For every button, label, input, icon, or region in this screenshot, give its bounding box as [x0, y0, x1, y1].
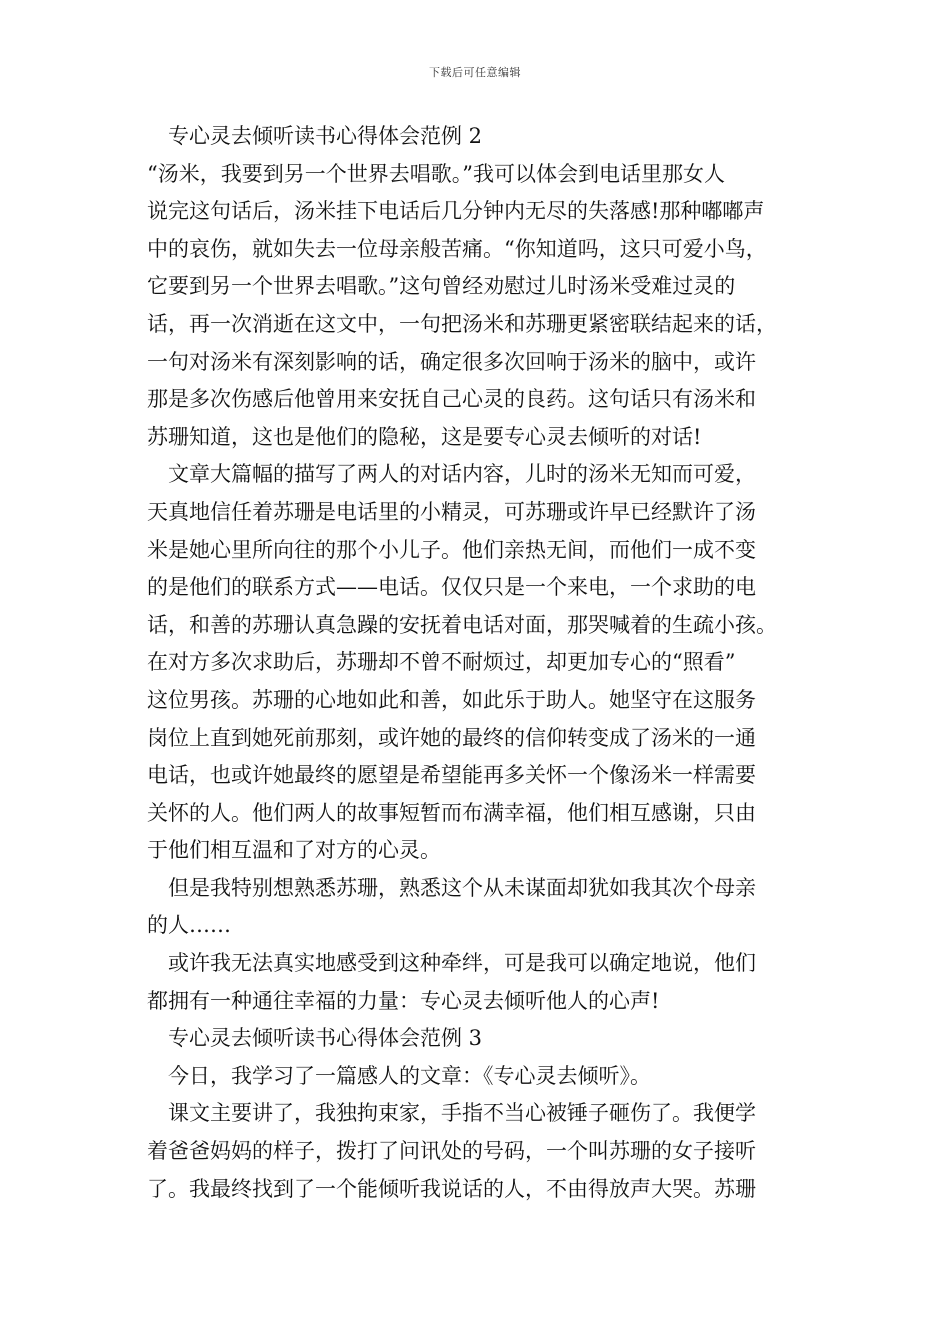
text-line: 米是她心里所向往的那个小儿子。他们亲热无间，而他们一成不变 — [147, 537, 756, 562]
text-line: 今日，我学习了一篇感人的文章：《专心灵去倾听》。 — [168, 1063, 651, 1088]
text-line: 这位男孩。苏珊的心地如此和善，如此乐于助人。她坚守在这服务 — [147, 687, 756, 712]
text-line: 话，和善的苏珊认真急躁的安抚着电话对面，那哭喊着的生疏小孩。 — [147, 612, 777, 637]
text-line: 或许我无法真实地感受到这种牵绊，可是我可以确定地说，他们 — [168, 951, 756, 976]
text-line: 专心灵去倾听读书心得体会范例 2 — [168, 124, 483, 148]
text-line: “汤米，我要到另一个世界去唱歌。”我可以体会到电话里那女人 — [147, 161, 725, 186]
text-line: 但是我特别想熟悉苏珊，熟悉这个从未谋面却犹如我其次个母亲 — [168, 875, 756, 900]
text-line: 文章大篇幅的描写了两人的对话内容，儿时的汤米无知而可爱， — [168, 462, 756, 487]
text-line: 着爸爸妈妈的样子，拨打了问讯处的号码，一个叫苏珊的女子接听 — [147, 1139, 756, 1164]
text-line: 的是他们的联系方式——电话。仅仅只是一个来电，一个求助的电 — [147, 575, 756, 600]
document-body — [147, 118, 807, 1208]
text-line: 的人…… — [147, 913, 231, 938]
page-header: 下载后可任意编辑 — [429, 66, 521, 79]
text-line: 关怀的人。他们两人的故事短暂而布满幸福，他们相互感谢，只由 — [147, 800, 756, 825]
text-line: 于他们相互温和了对方的心灵。 — [147, 838, 441, 863]
text-line: 话，再一次消逝在这文中，一句把汤米和苏珊更紧密联结起来的话， — [147, 311, 777, 336]
text-line: 一句对汤米有深刻影响的话，确定很多次回响于汤米的脑中，或许 — [147, 349, 756, 374]
text-line: 中的哀伤，就如失去一位母亲般苦痛。“你知道吗，这只可爱小鸟， — [147, 236, 767, 261]
text-line: 电话，也或许她最终的愿望是希望能再多关怀一个像汤米一样需要 — [147, 763, 756, 788]
text-line: 了。我最终找到了一个能倾听我说话的人，不由得放声大哭。苏珊 — [147, 1176, 756, 1201]
text-line: 专心灵去倾听读书心得体会范例 3 — [168, 1026, 483, 1051]
text-line: 都拥有一种通往幸福的力量：专心灵去倾听他人的心声! — [147, 988, 660, 1013]
text-line: 那是多次伤感后他曾用来安抚自己心灵的良药。这句话只有汤米和 — [147, 387, 756, 412]
text-line: 课文主要讲了，我独拘束家，手指不当心被锤子砸伤了。我便学 — [168, 1101, 756, 1126]
text-line: 岗位上直到她死前那刻，或许她的最终的信仰转变成了汤米的一通 — [147, 725, 756, 750]
text-line: 说完这句话后，汤米挂下电话后几分钟内无尽的失落感!那种嘟嘟声 — [147, 199, 765, 224]
text-line: 天真地信任着苏珊是电话里的小精灵，可苏珊或许早已经默许了汤 — [147, 499, 756, 524]
text-line: 它要到另一个世界去唱歌。”这句曾经劝慰过儿时汤米受难过灵的 — [147, 274, 736, 299]
text-line: 在对方多次求助后，苏珊却不曾不耐烦过，却更加专心的“照看” — [147, 650, 736, 675]
text-line: 苏珊知道，这也是他们的隐秘，这是要专心灵去倾听的对话! — [147, 424, 702, 449]
